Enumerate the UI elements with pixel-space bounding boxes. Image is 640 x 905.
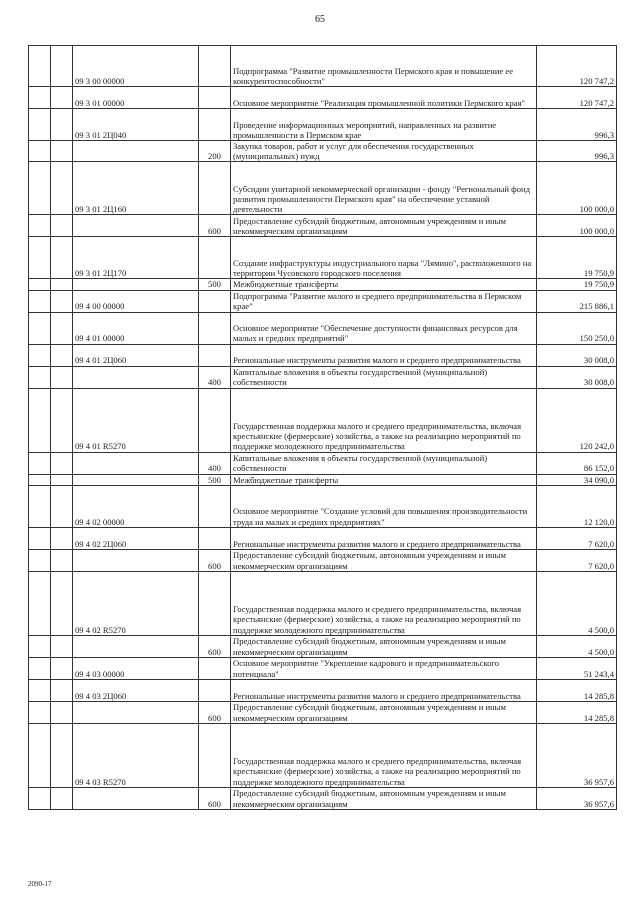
blank-cell [29, 571, 51, 635]
target-article-code: 09 4 03 R5270 [73, 723, 199, 787]
target-article-code [73, 549, 199, 571]
item-name: Основное мероприятие "Укрепление кадрового и предпринимательского потенциала" [231, 657, 537, 679]
item-name: Региональные инструменты развития малого и среднего предпринимательства [231, 527, 537, 549]
item-name: Основное мероприятие "Реализация промышленной политики Пермского края" [231, 87, 537, 109]
amount: 34 090,0 [537, 474, 617, 485]
blank-cell [29, 237, 51, 279]
amount: 19 750,9 [537, 237, 617, 279]
blank-cell [29, 452, 51, 474]
item-name: Подпрограмма "Развитие промышленности Пермского края и повышение ее конкурентоспособности" [231, 46, 537, 87]
table-row [29, 141, 617, 162]
target-article-code: 09 4 01 R5270 [73, 388, 199, 452]
amount: 12 120,0 [537, 485, 617, 527]
target-article-code [73, 366, 199, 388]
target-article-code: 09 3 01 2Ц170 [73, 237, 199, 279]
target-article-code [73, 452, 199, 474]
blank-cell [29, 549, 51, 571]
blank-cell [29, 474, 51, 485]
expense-type-code: 600 [199, 215, 231, 237]
amount: 7 620,0 [537, 549, 617, 571]
expense-type-code: 400 [199, 452, 231, 474]
target-article-code [73, 635, 199, 657]
blank-cell [51, 290, 73, 312]
target-article-code: 09 3 00 00000 [73, 46, 199, 87]
table-row [29, 366, 617, 388]
target-article-code: 09 4 01 2Ц060 [73, 344, 199, 366]
expense-type-code: 400 [199, 366, 231, 388]
amount: 120 747,2 [537, 46, 617, 87]
blank-cell [51, 787, 73, 809]
blank-cell [51, 571, 73, 635]
target-article-code: 09 3 01 2Ц040 [73, 109, 199, 141]
blank-cell [51, 344, 73, 366]
blank-cell [29, 657, 51, 679]
blank-cell [29, 701, 51, 723]
item-name: Основное мероприятие "Обеспечение доступности финансовых ресурсов для малых и средних предприятий" [231, 312, 537, 344]
amount: 86 152,0 [537, 452, 617, 474]
blank-cell [51, 635, 73, 657]
item-name: Создание инфраструктуры индустриального парка "Лямино", расположенного на территории Чусовского городского поселения [231, 237, 537, 279]
blank-cell [51, 46, 73, 87]
item-name: Капитальные вложения в объекты государственной (муниципальной) собственности [231, 366, 537, 388]
amount: 30 008,0 [537, 344, 617, 366]
amount: 120 242,0 [537, 388, 617, 452]
expense-type-code [199, 485, 231, 527]
amount: 4 500,0 [537, 635, 617, 657]
blank-cell [29, 679, 51, 701]
item-name: Предоставление субсидий бюджетным, автономным учреждениям и иным некоммерческим организациям [231, 549, 537, 571]
blank-cell [29, 109, 51, 141]
table-row [29, 312, 617, 344]
table-row [29, 527, 617, 549]
expense-type-code: 600 [199, 635, 231, 657]
blank-cell [29, 312, 51, 344]
blank-cell [51, 452, 73, 474]
blank-cell [29, 388, 51, 452]
target-article-code: 09 3 01 2Ц160 [73, 162, 199, 215]
table-row [29, 215, 617, 237]
item-name: Региональные инструменты развития малого и среднего предпринимательства [231, 344, 537, 366]
amount: 19 750,9 [537, 279, 617, 290]
expense-type-code [199, 46, 231, 87]
blank-cell [51, 237, 73, 279]
table-row [29, 723, 617, 787]
expense-type-code [199, 527, 231, 549]
expense-type-code [199, 723, 231, 787]
target-article-code: 09 4 02 2Ц060 [73, 527, 199, 549]
item-name: Государственная поддержка малого и среднего предпринимательства, включая крестьянские (фермерские) хозяйства, а также на реализацию мероприятий по поддержке молодежного предпринимательства [231, 571, 537, 635]
item-name: Субсидии унитарной некоммерческой организации - фонду "Региональный фонд развития промышленности Пермского края" на обеспечение уставной деятельности [231, 162, 537, 215]
expense-type-code: 200 [199, 141, 231, 162]
amount: 36 957,6 [537, 787, 617, 809]
budget-table [28, 45, 617, 810]
amount: 100 000,0 [537, 162, 617, 215]
item-name: Капитальные вложения в объекты государственной (муниципальной) собственности [231, 452, 537, 474]
item-name: Межбюджетные трансферты [231, 279, 537, 290]
blank-cell [51, 109, 73, 141]
table-row [29, 452, 617, 474]
table-row [29, 485, 617, 527]
item-name: Государственная поддержка малого и среднего предпринимательства, включая крестьянские (фермерские) хозяйства, а также на реализацию мероприятий по поддержке молодежного предпринимательства [231, 388, 537, 452]
target-article-code: 09 4 01 00000 [73, 312, 199, 344]
target-article-code: 09 4 03 00000 [73, 657, 199, 679]
item-name: Основное мероприятие "Создание условий для повышения производительности труда на малых и средних предприятиях" [231, 485, 537, 527]
expense-type-code [199, 290, 231, 312]
blank-cell [51, 679, 73, 701]
blank-cell [51, 162, 73, 215]
expense-type-code: 600 [199, 549, 231, 571]
table-row [29, 474, 617, 485]
item-name: Межбюджетные трансферты [231, 474, 537, 485]
blank-cell [51, 485, 73, 527]
item-name: Проведение информационных мероприятий, направленных на развитие промышленности в Пермском крае [231, 109, 537, 141]
blank-cell [51, 701, 73, 723]
amount: 30 008,0 [537, 366, 617, 388]
table-row [29, 344, 617, 366]
blank-cell [29, 141, 51, 162]
amount: 996,3 [537, 141, 617, 162]
expense-type-code: 600 [199, 787, 231, 809]
blank-cell [29, 162, 51, 215]
amount: 36 957,6 [537, 723, 617, 787]
amount: 51 243,4 [537, 657, 617, 679]
item-name: Региональные инструменты развития малого и среднего предпринимательства [231, 679, 537, 701]
target-article-code [73, 474, 199, 485]
expense-type-code: 500 [199, 474, 231, 485]
amount: 14 285,8 [537, 701, 617, 723]
table-row [29, 657, 617, 679]
target-article-code: 09 3 01 00000 [73, 87, 199, 109]
blank-cell [51, 87, 73, 109]
blank-cell [29, 46, 51, 87]
expense-type-code [199, 571, 231, 635]
blank-cell [51, 549, 73, 571]
item-name: Предоставление субсидий бюджетным, автономным учреждениям и иным некоммерческим организациям [231, 215, 537, 237]
table-row [29, 388, 617, 452]
page-number: 65 [315, 14, 325, 25]
blank-cell [29, 290, 51, 312]
blank-cell [29, 366, 51, 388]
blank-cell [51, 366, 73, 388]
amount: 14 285,8 [537, 679, 617, 701]
amount: 100 000,0 [537, 215, 617, 237]
blank-cell [51, 657, 73, 679]
expense-type-code [199, 109, 231, 141]
blank-cell [51, 141, 73, 162]
target-article-code: 09 4 00 00000 [73, 290, 199, 312]
target-article-code: 09 4 02 00000 [73, 485, 199, 527]
table-row [29, 46, 617, 87]
expense-type-code [199, 679, 231, 701]
target-article-code [73, 787, 199, 809]
blank-cell [29, 215, 51, 237]
blank-cell [51, 215, 73, 237]
expense-type-code [199, 657, 231, 679]
item-name: Закупка товаров, работ и услуг для обеспечения государственных (муниципальных) нужд [231, 141, 537, 162]
amount: 150 250,0 [537, 312, 617, 344]
table-row [29, 549, 617, 571]
expense-type-code: 600 [199, 701, 231, 723]
expense-type-code [199, 87, 231, 109]
item-name: Предоставление субсидий бюджетным, автономным учреждениям и иным некоммерческим организациям [231, 701, 537, 723]
item-name: Предоставление субсидий бюджетным, автономным учреждениям и иным некоммерческим организациям [231, 787, 537, 809]
blank-cell [29, 485, 51, 527]
blank-cell [29, 635, 51, 657]
expense-type-code [199, 237, 231, 279]
table-row [29, 237, 617, 279]
expense-type-code [199, 344, 231, 366]
target-article-code [73, 701, 199, 723]
table-row [29, 279, 617, 290]
blank-cell [51, 474, 73, 485]
table-row [29, 635, 617, 657]
blank-cell [51, 723, 73, 787]
target-article-code: 09 4 03 2Ц060 [73, 679, 199, 701]
table-row [29, 162, 617, 215]
target-article-code [73, 141, 199, 162]
expense-type-code: 500 [199, 279, 231, 290]
amount: 7 620,0 [537, 527, 617, 549]
table-row [29, 109, 617, 141]
amount: 4 500,0 [537, 571, 617, 635]
blank-cell [51, 527, 73, 549]
blank-cell [29, 344, 51, 366]
document-code: 2090-17 [28, 880, 52, 888]
table-row [29, 679, 617, 701]
amount: 996,3 [537, 109, 617, 141]
table-row [29, 87, 617, 109]
expense-type-code [199, 162, 231, 215]
item-name: Государственная поддержка малого и среднего предпринимательства, включая крестьянские (фермерские) хозяйства, а также на реализацию мероприятий по поддержке молодежного предпринимательства [231, 723, 537, 787]
blank-cell [29, 787, 51, 809]
expense-type-code [199, 312, 231, 344]
table-row [29, 787, 617, 809]
amount: 215 886,1 [537, 290, 617, 312]
table-row [29, 290, 617, 312]
item-name: Предоставление субсидий бюджетным, автономным учреждениям и иным некоммерческим организациям [231, 635, 537, 657]
table-row [29, 701, 617, 723]
blank-cell [51, 388, 73, 452]
blank-cell [29, 527, 51, 549]
item-name: Подпрограмма "Развитие малого и среднего предпринимательства в Пермском крае" [231, 290, 537, 312]
expense-type-code [199, 388, 231, 452]
blank-cell [29, 723, 51, 787]
target-article-code: 09 4 02 R5270 [73, 571, 199, 635]
amount: 120 747,2 [537, 87, 617, 109]
blank-cell [51, 312, 73, 344]
target-article-code [73, 215, 199, 237]
blank-cell [51, 279, 73, 290]
blank-cell [29, 279, 51, 290]
target-article-code [73, 279, 199, 290]
blank-cell [29, 87, 51, 109]
table-row [29, 571, 617, 635]
